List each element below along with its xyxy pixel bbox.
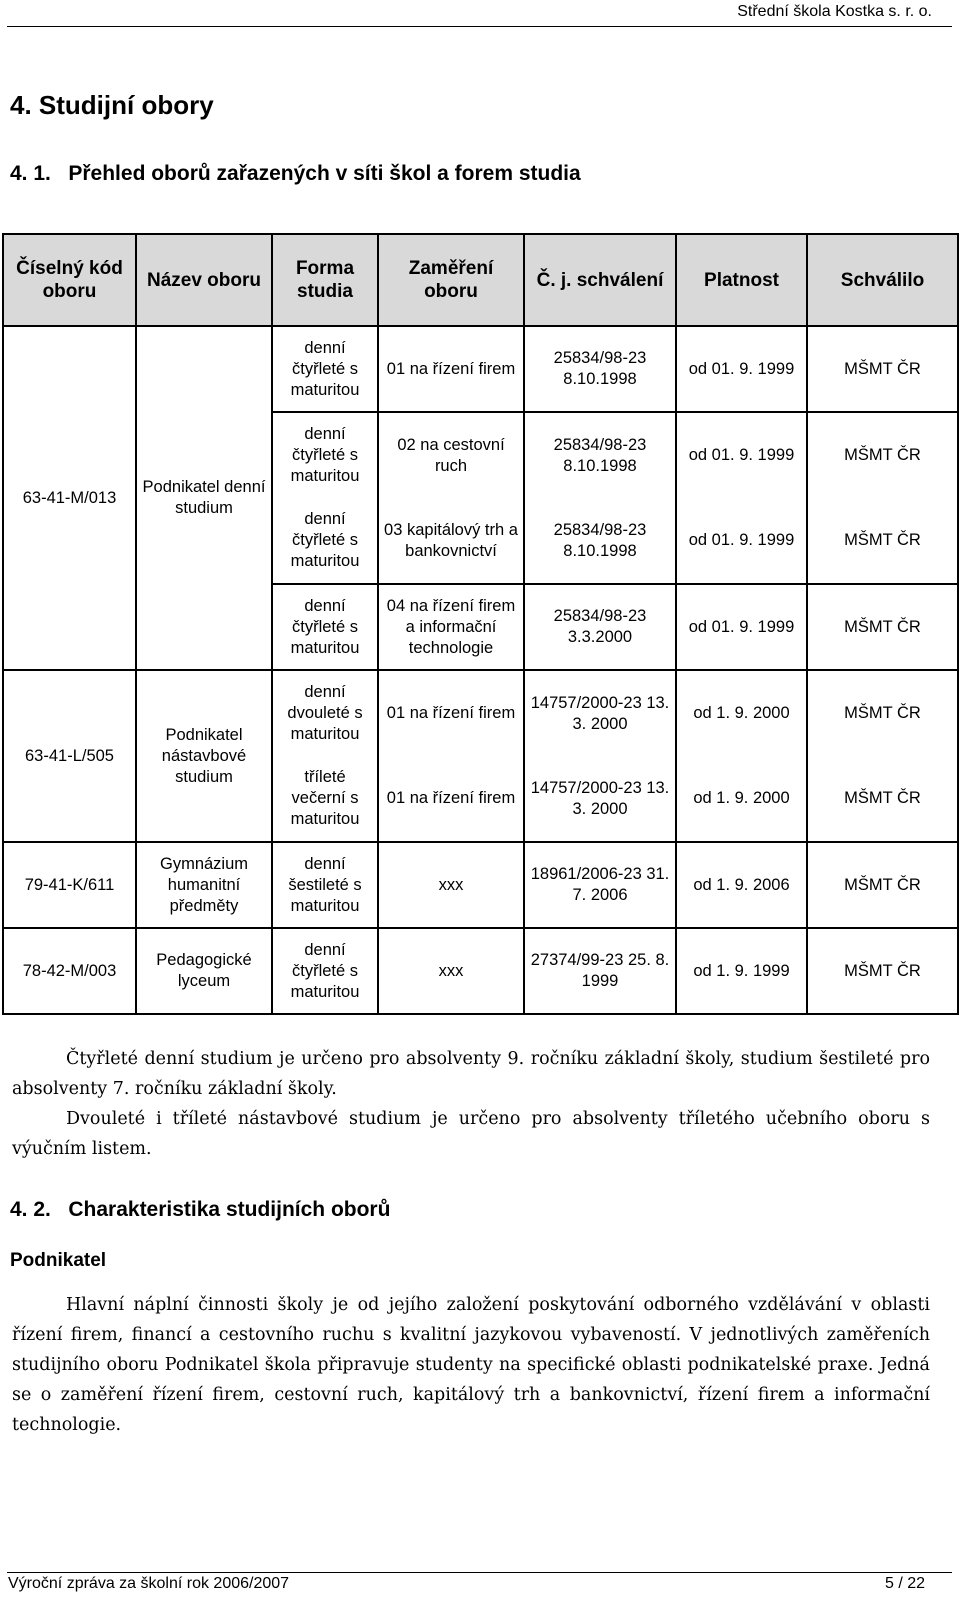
validity: od 01. 9. 1999 bbox=[676, 412, 807, 498]
column-header: Č. j. schválení bbox=[524, 234, 676, 326]
study-form: denní čtyřleté s maturitou bbox=[272, 584, 378, 670]
approved-by: MŠMT ČR bbox=[807, 928, 958, 1014]
header-rule bbox=[7, 26, 952, 27]
validity: od 1. 9. 1999 bbox=[676, 928, 807, 1014]
approval-ref: 27374/99-23 25. 8. 1999 bbox=[524, 928, 676, 1014]
study-focus: xxx bbox=[378, 928, 524, 1014]
approved-by: MŠMT ČR bbox=[807, 326, 958, 412]
study-form: denní šestileté s maturitou bbox=[272, 842, 378, 928]
study-focus: 03 kapitálový trh a bankovnictví bbox=[378, 498, 524, 584]
validity: od 1. 9. 2000 bbox=[676, 670, 807, 756]
approval-ref: 18961/2006-23 31. 7. 2006 bbox=[524, 842, 676, 928]
study-form: tříleté večerní s maturitou bbox=[272, 756, 378, 842]
running-header: Střední škola Kostka s. r. o. bbox=[737, 3, 932, 20]
program-code: 63-41-L/505 bbox=[3, 670, 136, 842]
footer-document-title: Výroční zpráva za školní rok 2006/2007 bbox=[8, 1575, 290, 1592]
study-focus: 04 na řízení firem a informační technologie bbox=[378, 584, 524, 670]
column-header: Platnost bbox=[676, 234, 807, 326]
approved-by: MŠMT ČR bbox=[807, 670, 958, 756]
program-code: 79-41-K/611 bbox=[3, 842, 136, 928]
column-header: Číselný kód oboru bbox=[3, 234, 136, 326]
column-header: Název oboru bbox=[136, 234, 272, 326]
approval-ref: 14757/2000-23 13. 3. 2000 bbox=[524, 670, 676, 756]
column-header: Zaměření oboru bbox=[378, 234, 524, 326]
study-focus: xxx bbox=[378, 842, 524, 928]
footer-rule bbox=[7, 1572, 952, 1573]
program-subtitle: Podnikatel bbox=[10, 1250, 107, 1271]
study-form: denní dvouleté s maturitou bbox=[272, 670, 378, 756]
study-programs-table bbox=[2, 233, 959, 1015]
validity: od 1. 9. 2000 bbox=[676, 756, 807, 842]
program-name: Podnikatel nástavbové studium bbox=[136, 670, 272, 842]
program-name: Pedagogické lyceum bbox=[136, 928, 272, 1014]
study-focus: 01 na řízení firem bbox=[378, 670, 524, 756]
approved-by: MŠMT ČR bbox=[807, 842, 958, 928]
validity: od 01. 9. 1999 bbox=[676, 584, 807, 670]
program-name: Podnikatel denní studium bbox=[136, 326, 272, 670]
approval-ref: 25834/98-23 8.10.1998 bbox=[524, 326, 676, 412]
approval-ref: 14757/2000-23 13. 3. 2000 bbox=[524, 756, 676, 842]
characteristics-paragraph: Hlavní náplní činnosti školy je od jejího založení poskytování odborného vzdělávání v oblasti řízení firem, financí a cestovního ruchu s kvalitní jazykovou vybaveností. V jednotlivých zaměřeních studijního oboru Podnikatel škola připravuje studenty na specifické oblasti podnikatelské praxe. Jedná se o zaměření řízení firem, cestovní ruch, kapitálový trh a bankovnictví, řízení firem a informační technologie. bbox=[12, 1295, 930, 1435]
approved-by: MŠMT ČR bbox=[807, 412, 958, 498]
approved-by: MŠMT ČR bbox=[807, 584, 958, 670]
approved-by: MŠMT ČR bbox=[807, 498, 958, 584]
program-name: Gymnázium humanitní předměty bbox=[136, 842, 272, 928]
study-focus: 02 na cestovní ruch bbox=[378, 412, 524, 498]
study-form: denní čtyřleté s maturitou bbox=[272, 498, 378, 584]
study-form: denní čtyřleté s maturitou bbox=[272, 412, 378, 498]
note-paragraph: Čtyřleté denní studium je určeno pro absolventy 9. ročníku základní školy, studium šestileté pro absolventy 7. ročníku základní školy. bbox=[12, 1049, 930, 1099]
page-number: 5 / 22 bbox=[884, 1575, 925, 1592]
approved-by: MŠMT ČR bbox=[807, 756, 958, 842]
table-row bbox=[3, 928, 958, 1014]
subsection-title: 4. 1. Přehled oborů zařazených v síti škol a forem studia bbox=[10, 162, 581, 185]
validity: od 01. 9. 1999 bbox=[676, 326, 807, 412]
approval-ref: 25834/98-23 3.3.2000 bbox=[524, 584, 676, 670]
study-focus: 01 na řízení firem bbox=[378, 756, 524, 842]
study-form: denní čtyřleté s maturitou bbox=[272, 928, 378, 1014]
validity: od 01. 9. 1999 bbox=[676, 498, 807, 584]
study-focus: 01 na řízení firem bbox=[378, 326, 524, 412]
approval-ref: 25834/98-23 8.10.1998 bbox=[524, 412, 676, 498]
program-code: 63-41-M/013 bbox=[3, 326, 136, 670]
column-header: Forma studia bbox=[272, 234, 378, 326]
approval-ref: 25834/98-23 8.10.1998 bbox=[524, 498, 676, 584]
table-row bbox=[3, 842, 958, 928]
program-code: 78-42-M/003 bbox=[3, 928, 136, 1014]
table-header-row bbox=[3, 234, 958, 326]
study-form: denní čtyřleté s maturitou bbox=[272, 326, 378, 412]
note-paragraph: Dvouleté i tříleté nástavbové studium je určeno pro absolventy tříletého učebního oboru s výučním listem. bbox=[12, 1109, 930, 1159]
validity: od 1. 9. 2006 bbox=[676, 842, 807, 928]
table-row bbox=[3, 326, 958, 412]
table-row bbox=[3, 670, 958, 756]
section-title: 4. Studijní obory bbox=[10, 90, 214, 120]
column-header: Schválilo bbox=[807, 234, 958, 326]
characteristics-title: 4. 2. Charakteristika studijních oborů bbox=[10, 1198, 391, 1221]
